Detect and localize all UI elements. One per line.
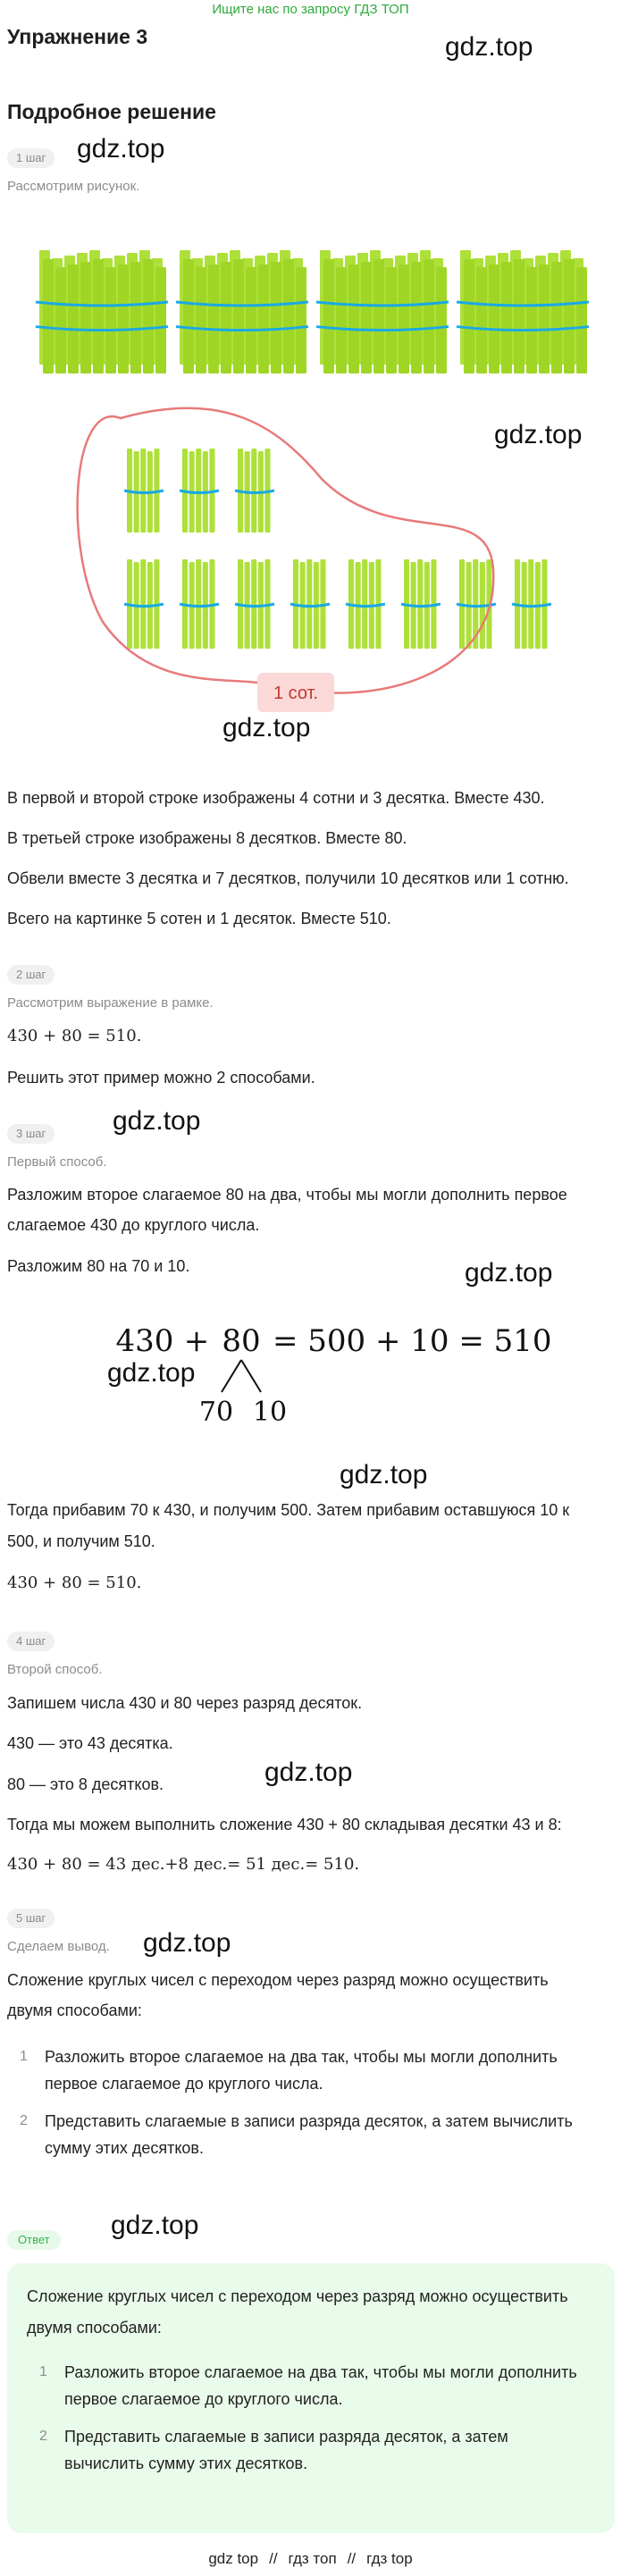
watermark: gdz.top [77,134,165,164]
list-item [7,2108,606,2161]
list-item [7,2043,606,2097]
paragraph: Сложение круглых чисел с переходом через разряд можно осуществить [7,1971,549,1989]
eq-split-number: 80 [222,1323,261,1359]
answer-badge: Ответ [7,2230,61,2250]
step-badge: 1 шаг [7,148,55,168]
ten-bundle [124,559,164,649]
list-line: первое слагаемое до круглого числа. [45,2075,323,2093]
step-badge: 5 шаг [7,1909,55,1928]
watermark: gdz.top [222,713,311,743]
paragraph: Запишем числа 430 и 80 через разряд десяток. [7,1694,363,1712]
footer-links [0,2550,621,2568]
step-badge: 4 шаг [7,1632,55,1651]
split-branch-left [222,1360,241,1392]
step-badge: 2 шаг [7,965,55,985]
list-number: 2 [20,2113,28,2128]
paragraph: Решить этот пример можно 2 способами. [7,1069,315,1087]
list-line: сумму этих десятков. [45,2139,204,2157]
list-line: Разложить второе слагаемое на два так, чтобы мы могли дополнить [64,2363,577,2381]
paragraph: Разложим 80 на 70 и 10. [7,1257,190,1275]
step-note: Рассмотрим рисунок. [7,179,140,194]
ten-bundle [512,559,551,649]
watermark: gdz.top [111,2211,199,2240]
ten-bundle [401,559,441,649]
answer-paragraph: Сложение круглых чисел с переходом через разряд можно осуществить [27,2287,568,2305]
list-number: 2 [39,2429,47,2444]
equation-text: 430 + 80 = 510. [7,1573,142,1592]
footer-separator: // [347,2550,357,2567]
watermark: gdz.top [494,420,583,449]
hundred-bundle [457,250,589,373]
eq-part-1: 70 [198,1397,234,1428]
list-line: Разложить второе слагаемое на два так, чтобы мы могли дополнить [45,2048,558,2066]
hundred-bundle [36,250,168,373]
paragraph: Тогда прибавим 70 к 430, и получим 500. Затем прибавим оставшуюся 10 к [7,1501,570,1519]
step-note: Второй способ. [7,1662,103,1677]
watermark: gdz.top [340,1460,428,1489]
paragraph: Всего на картинке 5 сотен и 1 десяток. Вместе 510. [7,910,391,927]
ten-bundle [290,559,330,649]
hundred-bundle [316,250,449,373]
paragraph: 80 — это 8 десятков. [7,1775,164,1793]
eq-rest: = 500 + 10 = 510 [273,1323,552,1359]
paragraph: Тогда мы можем выполнить сложение 430 + 80 складывая десятки 43 и 8: [7,1816,562,1833]
paragraph: 430 — это 43 десятка. [7,1734,173,1752]
equation-text: 430 + 80 = 43 дес.+8 дес.= 51 дес.= 510. [7,1855,360,1874]
footer-link[interactable]: гдз топ [288,2550,337,2567]
conclusion-list [7,2043,606,2161]
eq-plus: + [183,1323,210,1359]
split-branch-right [241,1360,261,1392]
solution-heading: Подробное решение [7,100,216,123]
watermark: gdz.top [143,1928,231,1958]
equation-text: 430 + 80 = 510. [7,1027,142,1045]
footer-separator: // [269,2550,278,2567]
watermark: gdz.top [264,1758,353,1787]
paragraph: В первой и второй строке изображены 4 сотни и 3 десятка. Вместе 430. [7,789,545,807]
paragraph: двумя способами: [7,2001,142,2019]
decomposition-equation [107,1313,554,1430]
bundles-group [36,250,589,649]
hundred-bundle [176,250,308,373]
answer-list [27,2359,599,2477]
grouping-loop [78,408,494,693]
list-number: 1 [20,2049,28,2064]
list-line: Представить слагаемые в записи разряда десяток, а затем вычислить [45,2112,573,2130]
step-note: Первый способ. [7,1154,107,1170]
promo-banner[interactable]: Ищите нас по запросу ГДЗ ТОП [212,2,409,17]
bundles-figure [0,211,621,729]
ten-bundle [235,559,274,649]
step-note: Рассмотрим выражение в рамке. [7,995,214,1011]
footer-link[interactable]: гдз top [366,2550,413,2567]
step-badge: 3 шаг [7,1124,55,1144]
paragraph: слагаемое 430 до круглого числа. [7,1216,260,1234]
step-note: Сделаем вывод. [7,1939,110,1954]
paragraph: Обвели вместе 3 десятка и 7 десятков, получили 10 десятков или 1 сотню. [7,869,569,887]
hundred-label: 1 сот. [273,684,319,703]
list-item [27,2359,599,2412]
answer-paragraph: двумя способами: [27,2319,162,2337]
ten-bundle [180,449,219,533]
list-line: первое слагаемое до круглого числа. [64,2390,343,2408]
eq-part-2: 10 [252,1397,288,1428]
eq-left: 430 [115,1323,174,1359]
watermark: gdz.top [445,32,533,62]
watermark: gdz.top [465,1258,553,1288]
paragraph: Разложим второе слагаемое 80 на два, чтобы мы могли дополнить первое [7,1186,567,1204]
ten-bundle [124,449,164,533]
paragraph: В третьей строке изображены 8 десятков. Вместе 80. [7,829,407,847]
list-number: 1 [39,2364,47,2379]
watermark: gdz.top [107,1358,196,1388]
watermark: gdz.top [113,1106,201,1136]
paragraph: 500, и получим 510. [7,1532,155,1550]
ten-bundle [346,559,385,649]
list-line: Представить слагаемые в записи разряда десяток, а затем [64,2428,508,2446]
footer-link[interactable]: gdz top [208,2550,259,2567]
ten-bundle [235,449,274,533]
page-title: Упражнение 3 [7,25,148,48]
list-item [27,2423,599,2477]
list-line: вычислить сумму этих десятков. [64,2454,308,2472]
ten-bundle [180,559,219,649]
